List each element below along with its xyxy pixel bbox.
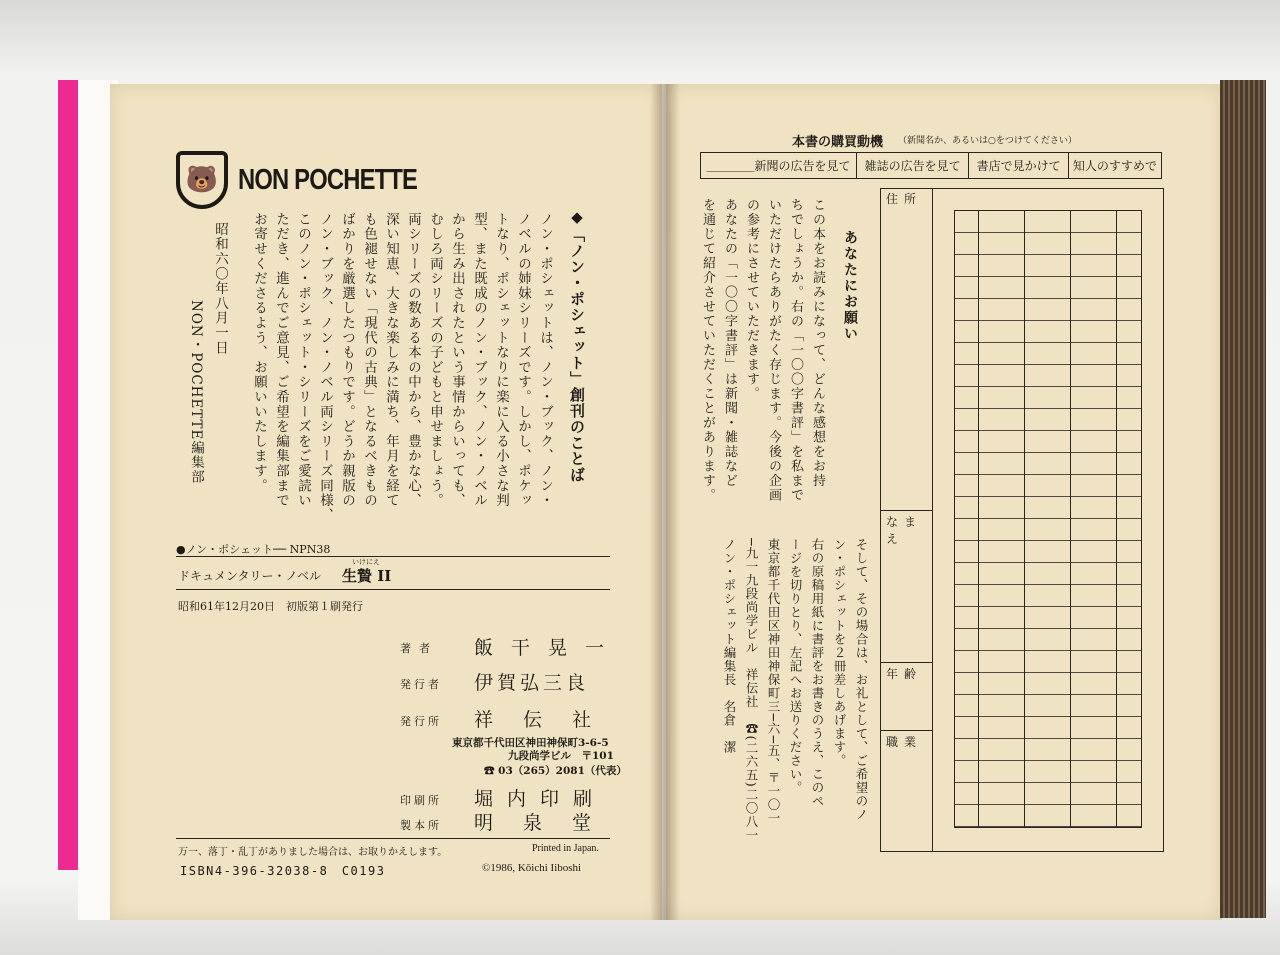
return-line: ン・ポシェットを２冊差しあげます。 — [832, 538, 847, 768]
replacement-notice: 万一、落丁・乱丁がありました場合は、お取りかえします。 — [178, 847, 448, 858]
motive-newspaper-ad[interactable]: ＿＿＿＿新聞の広告を見て — [706, 159, 851, 173]
book-title-ruby: いけにえ — [352, 558, 380, 566]
statement-signature: NON・POCHETTE編集部 — [188, 300, 204, 484]
genre: ドキュメンタリー・ノベル — [178, 569, 322, 583]
age-field[interactable]: 年齢 — [880, 662, 932, 730]
colophon-publishing-house: 祥伝社 — [474, 709, 622, 731]
body-line: お寄せくださるよう、お願いいたします。 — [251, 212, 267, 494]
body-line: ばかりを厳選したつもりです。どうか親版の — [339, 212, 355, 508]
request-line: あなたの「一〇〇字書評」は新聞・雑誌など — [722, 198, 737, 488]
body-line: むしろ両シリーズの子どもと申せましょう。 — [427, 212, 443, 508]
purchase-motive-note: （新聞名か、あるいは○をつけてください） — [898, 136, 1077, 146]
purchase-motive-table — [700, 152, 1162, 179]
title-rule — [176, 589, 610, 590]
body-line: 深い知恵、大きな楽しみに満ち、年月を経て — [383, 212, 399, 508]
binder: 明泉堂 — [474, 812, 622, 834]
colophon-publishing-house-label: 発行所 — [400, 715, 442, 728]
body-line: から生み出されたという事情からいっても、 — [449, 212, 465, 508]
motive-bookstore[interactable]: 書店で見かけて — [968, 153, 1067, 178]
printer: 堀内印刷 — [474, 788, 607, 810]
body-line: ノベルの姉妹シリーズです。しかし、ポケッ — [515, 212, 531, 508]
request-title: あなたにお願い — [842, 230, 858, 342]
manuscript-grid[interactable] — [954, 210, 1142, 828]
logo-text: NON POCHETTE — [238, 163, 418, 196]
return-line: 右の原稿用紙に書評をお書きのうえ、このペ — [810, 538, 825, 808]
publisher-address: 東京都千代田区神田神保町3-6-5 — [452, 737, 609, 749]
publisher-building: 九段尚学ビル 〒101 — [508, 750, 614, 762]
publisher-phone: ☎ 03（265）2081（代表） — [484, 765, 627, 777]
pink-cover-strip — [58, 80, 80, 870]
book-gutter — [650, 84, 680, 920]
isbn: ISBN4-396-32038-8 C0193 — [180, 864, 386, 878]
series-number: ●ノン・ポシェット── NPN38 — [176, 543, 331, 556]
copyright: ©1986, Kōichi Iiboshi — [482, 862, 582, 874]
request-line: の参考にさせていただきます。 — [744, 198, 759, 401]
body-line: も色褪せない「現代の古典」となるべきもの — [361, 212, 377, 508]
request-line: いただけたらありがたく存じます。今後の企画 — [766, 198, 781, 503]
body-line: 型、また既成のノン・ブック、ノン・ノベル — [471, 212, 487, 508]
colophon-author-label: 著者 — [400, 642, 438, 655]
request-body — [696, 198, 828, 518]
body-line: このノン・ポシェット・シリーズをご愛読い — [295, 212, 311, 508]
printed-in-japan: Printed in Japan. — [532, 843, 599, 854]
non-pochette-logo — [176, 150, 456, 210]
colophon-publisher: 伊賀弘三良 — [474, 672, 590, 694]
occupation-field[interactable]: 職業 — [880, 730, 932, 852]
return-line: ─九一九段尚学ビル 祥伝社 ☎(二六五)二〇八一 — [744, 538, 759, 842]
motive-magazine-ad[interactable]: 雑誌の広告を見て — [856, 153, 969, 178]
return-instructions — [702, 538, 872, 858]
address-field[interactable]: 住所 — [886, 192, 923, 206]
colophon-author: 飯干晃一 — [474, 637, 623, 659]
binder-label: 製本所 — [400, 819, 442, 832]
book-title: 生贄 II — [342, 567, 392, 585]
body-line: ノン・ポシェットは、ノン・ブック、ノン・ — [537, 212, 553, 508]
return-line: そして、その場合は、お礼として、ご希望のノ — [854, 538, 869, 822]
body-line: 両シリーズの数ある本の中から、豊かな心、 — [405, 212, 421, 508]
request-line: この本をお読みになって、どんな感想をお持 — [810, 198, 825, 488]
launch-statement-title: ◆「ノン・ポシェット」創刊のことば — [568, 208, 586, 483]
body-line: トなり、ポシェットなりに楽に入る小さな判 — [493, 212, 509, 508]
page-edges — [1220, 80, 1266, 918]
return-line: ノン・ポシェット編集長 名倉 潔 — [722, 538, 737, 754]
request-line: を通じて紹介させていただくことがあります。 — [700, 198, 715, 503]
return-line: ージを切りとり、左記へお送りください。 — [788, 538, 803, 795]
launch-statement-body — [250, 212, 556, 542]
statement-date: 昭和六〇年八月一日 — [212, 222, 228, 356]
request-line: ちでしょうか。右の「一〇〇字書評」を私まで — [788, 198, 803, 503]
name-field[interactable]: なまえ — [880, 510, 932, 662]
return-line: 東京都千代田区神田神保町三─六─五、〒一〇一 — [766, 538, 781, 826]
body-line: ただき、進んでご意見、ご希望を編集部まで — [273, 212, 289, 508]
motive-recommendation[interactable]: 知人のすすめで — [1068, 153, 1161, 178]
body-line: ノン・ブック、ノン・ノベル両シリーズ同様、 — [317, 212, 333, 523]
printer-label: 印刷所 — [400, 794, 442, 807]
colophon-publisher-label: 発行者 — [400, 678, 442, 691]
footer-rule — [176, 838, 610, 839]
bear-shield-icon: 🐻 — [176, 151, 228, 209]
purchase-motive-title: 本書の購買動機 — [792, 135, 884, 150]
edition: 昭和61年12月20日 初版第１刷発行 — [178, 600, 363, 613]
